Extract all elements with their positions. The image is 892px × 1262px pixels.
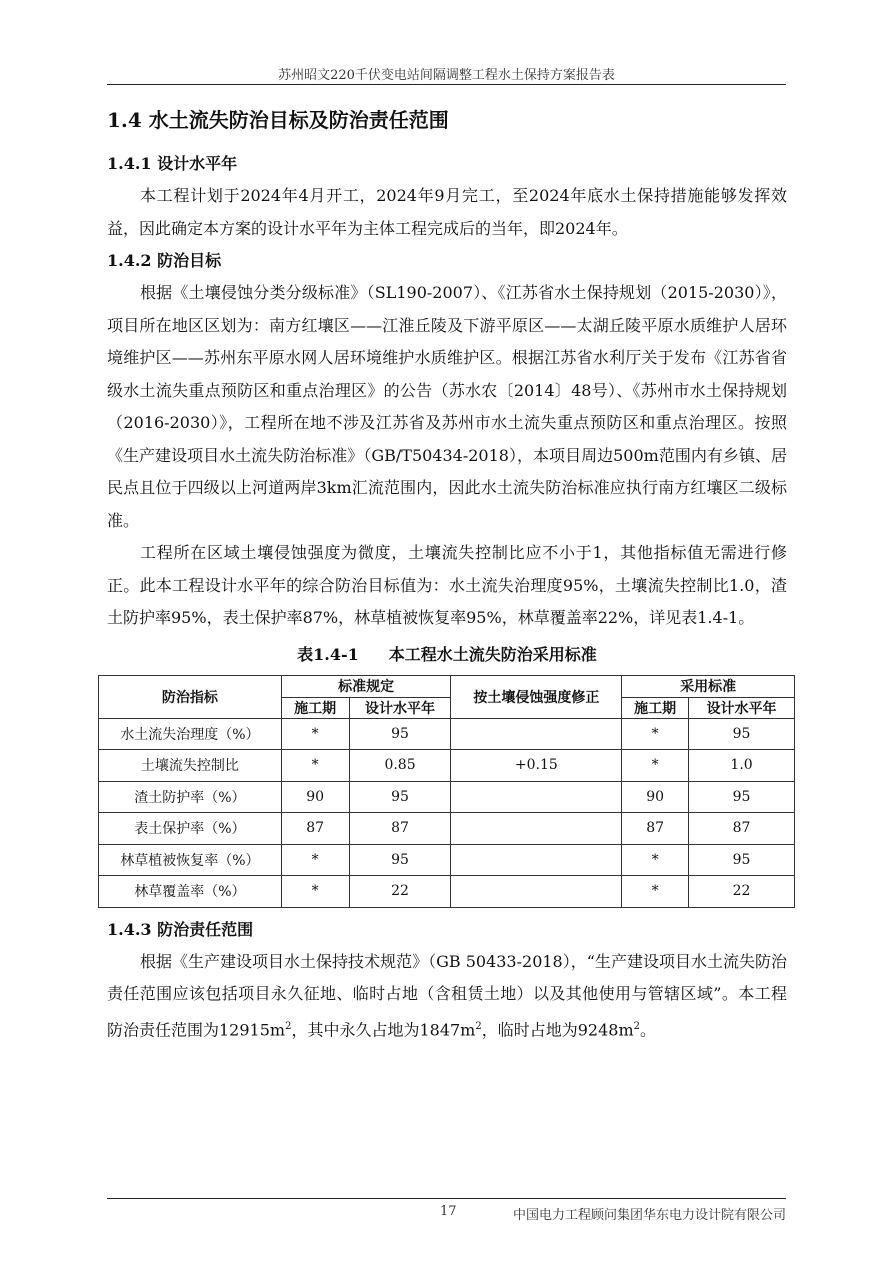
cell-std-construction: 90	[281, 781, 349, 813]
cell-adp-construction: *	[622, 718, 689, 750]
cell-indicator: 林草植被恢复率（%）	[99, 844, 282, 876]
paragraph-design-year: 本工程计划于2024年4月开工，2024年9月完工，至2024年底水土保持措施能够发挥效益，因此确定本方案的设计水平年为主体工程完成后的当年，即2024年。	[107, 186, 787, 238]
responsibility-text-1: 根据《生产建设项目水土保持技术规范》（GB 50433-2018），“生产建设项目水土流失防治责任范围应该包括项目永久征地、临时占地（含租赁土地）以及其他使用与管辖区域”。本工程防治责任范围为12915m	[107, 951, 787, 1039]
cell-std-construction: 87	[281, 813, 349, 845]
cell-std-construction: *	[281, 844, 349, 876]
header-standard-design-year: 设计水平年	[349, 697, 451, 718]
subsection-title-responsibility: 1.4.3 防治责任范围	[107, 919, 254, 939]
header-adopted-construction: 施工期	[622, 697, 689, 718]
paragraph-targets-values: 工程所在区域土壤侵蚀强度为微度，土壤流失控制比应不小于1，其他指标值无需进行修正。此本工程设计水平年的综合防治目标值为：水土流失治理度95%，土壤流失控制比1.0，渣土防护率95%，表土保护率87%，林草植被恢复率95%，林草覆盖率22%，详见表1.4-1。	[107, 543, 787, 627]
cell-adp-construction: *	[622, 750, 689, 782]
cell-correction	[451, 718, 622, 750]
table-row	[99, 813, 795, 845]
cell-correction	[451, 876, 622, 908]
cell-adp-design: 22	[689, 876, 795, 908]
cell-std-design: 95	[349, 781, 451, 813]
cell-std-construction: *	[281, 718, 349, 750]
cell-adp-construction: *	[622, 844, 689, 876]
superscript: 2	[633, 1020, 641, 1032]
cell-adp-design: 95	[689, 718, 795, 750]
cell-adp-construction: 87	[622, 813, 689, 845]
table-row	[99, 750, 795, 782]
cell-adp-design: 95	[689, 844, 795, 876]
standards-table	[98, 675, 795, 908]
cell-std-design: 95	[349, 844, 451, 876]
cell-indicator: 林草覆盖率（%）	[99, 876, 282, 908]
responsibility-text-2: ，其中永久占地为1847m	[291, 1019, 476, 1039]
cell-std-design: 22	[349, 876, 451, 908]
cell-adp-construction: 90	[622, 781, 689, 813]
document-body	[107, 104, 787, 1046]
header-adopted-design-year: 设计水平年	[689, 697, 795, 718]
header-standard-construction: 施工期	[281, 697, 349, 718]
cell-std-design: 87	[349, 813, 451, 845]
header-standard: 标准规定	[281, 675, 451, 697]
header-adopted: 采用标准	[622, 675, 795, 697]
table-row	[99, 844, 795, 876]
header-rule	[107, 84, 786, 85]
page-header: 苏州昭文220千伏变电站间隔调整工程水土保持方案报告表	[278, 68, 615, 83]
cell-indicator: 渣土防护率（%）	[99, 781, 282, 813]
cell-correction	[451, 781, 622, 813]
cell-std-construction: *	[281, 750, 349, 782]
table-caption-text: 本工程水土流失防治采用标准	[388, 644, 597, 664]
cell-correction: +0.15	[451, 750, 622, 782]
header-correction: 按土壤侵蚀强度修正	[451, 675, 622, 718]
cell-indicator: 表土保护率（%）	[99, 813, 282, 845]
cell-std-design: 95	[349, 718, 451, 750]
table-row	[99, 876, 795, 908]
table-number: 表1.4-1	[297, 644, 359, 664]
header-indicator: 防治指标	[99, 675, 282, 718]
superscript: 2	[475, 1020, 482, 1032]
paragraph-targets-standard: 根据《土壤侵蚀分类分级标准》（SL190-2007）、《江苏省水土保持规划（2015-2030）》，项目所在地区区划为：南方红壤区——江淮丘陵及下游平原区——太湖丘陵平原水质维护人居环境维护区——苏州东平原水网人居环境维护水质维护区。根据江苏省水利厅关于发布《江苏省省级水土流失重点预防区和重点治理区》的公告（苏水农〔2014〕48号）、《苏州市水土保持规划（2016-2030）》，工程所在地不涉及江苏省及苏州市水土流失重点预防区和重点治理区。按照《生产建设项目水土流失防治标准》（GB/T50434-2018），本项目周边500m范围内有乡镇、居民点且位于四级以上河道两岸3km汇流范围内，因此水土流失防治标准应执行南方红壤区二级标准。	[107, 283, 787, 530]
section-title: 1.4 水土流失防治目标及防治责任范围	[107, 108, 449, 132]
cell-indicator: 土壤流失控制比	[99, 750, 282, 782]
cell-adp-construction: *	[622, 876, 689, 908]
cell-adp-design: 1.0	[689, 750, 795, 782]
table-row	[99, 718, 795, 750]
subsection-title-design-year: 1.4.1 设计水平年	[107, 154, 238, 173]
cell-adp-design: 87	[689, 813, 795, 845]
page-number: 17	[440, 1204, 457, 1219]
cell-std-design: 0.85	[349, 750, 451, 782]
paragraph-responsibility	[107, 946, 787, 1047]
cell-std-construction: *	[281, 876, 349, 908]
cell-correction	[451, 844, 622, 876]
cell-indicator: 水土流失治理度（%）	[99, 718, 282, 750]
responsibility-text-4: 。	[640, 1019, 657, 1039]
cell-adp-design: 95	[689, 781, 795, 813]
responsibility-text-3: ，临时占地为9248m	[481, 1019, 634, 1039]
footer-rule	[107, 1198, 786, 1199]
superscript: 2	[285, 1020, 292, 1032]
table-row	[99, 781, 795, 813]
table-caption	[107, 639, 787, 671]
cell-correction	[451, 813, 622, 845]
footer-organization: 中国电力工程顾问集团华东电力设计院有限公司	[512, 1208, 786, 1223]
subsection-title-targets: 1.4.2 防治目标	[107, 251, 222, 270]
